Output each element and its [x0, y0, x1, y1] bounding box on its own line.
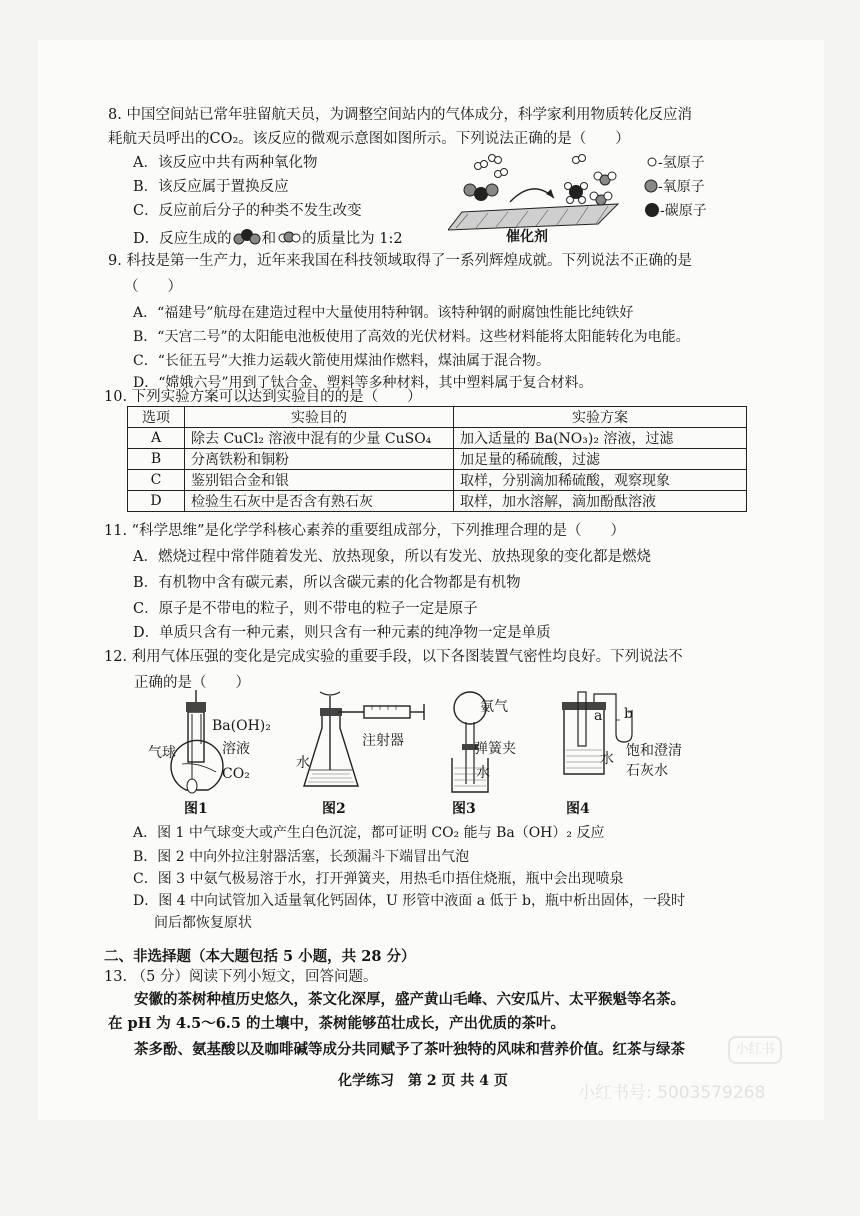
- q12-option-c: C．图 3 中氨气极易溶于水，打开弹簧夹，用热毛巾捂住烧瓶，瓶中会出现喷泉: [133, 871, 624, 887]
- q12-option-d-line2: 间后都恢复原状: [154, 915, 252, 931]
- q12-option-d-line1: D．图 4 中向试管加入适量氧化钙固体，U 形管中液面 a 低于 b，瓶中析出固体，一段时: [133, 893, 685, 909]
- fig1-apparatus: [168, 690, 224, 802]
- row-c-purpose: 鉴别铝合金和银: [185, 470, 454, 491]
- fig1-solution-label-1: Ba(OH)₂: [212, 718, 271, 734]
- q11-option-c: C．原子是不带电的粒子，则不带电的粒子一定是原子: [133, 601, 478, 617]
- row-c-option: C: [128, 470, 185, 491]
- q12-stem-line1: 12. 利用气体压强的变化是完成实验的重要手段，以下各图装置气密性均良好。下列说法不: [104, 649, 683, 665]
- q9-option-a: A．“福建号”航母在建造过程中大量使用特种钢。该特种钢的耐腐蚀性能比纯铁好: [133, 305, 634, 321]
- q8-option-d: [133, 228, 403, 250]
- q8-option-a: A．该反应中共有两种氧化物: [133, 155, 318, 171]
- header-purpose: 实验目的: [185, 407, 454, 428]
- fig1-gas-label: CO₂: [222, 766, 250, 782]
- q13-paragraph-3: 茶多酚、氨基酸以及咖啡碱等成分共同赋予了茶叶独特的风味和营养价值。红茶与绿茶: [134, 1041, 685, 1058]
- page-footer: 化学练习 第 2 页 共 4 页: [338, 1073, 508, 1089]
- q10-stem: 10. 下列实验方案可以达到实验目的的是（ ）: [104, 389, 422, 405]
- q9-option-c: C．“长征五号”大推力运载火箭使用煤油作燃料，煤油属于混合物。: [133, 353, 551, 369]
- fig2-water-label: 水: [296, 755, 310, 771]
- fig1-solution-label-2: 溶液: [222, 741, 250, 757]
- q13-paragraph-2: 在 pH 为 4.5～6.5 的土壤中，茶树能够茁壮成长，产出优质的茶叶。: [108, 1015, 565, 1032]
- q8-option-d-and: 和: [261, 231, 277, 247]
- section2-heading: 二、非选择题（本大题包括 5 小题，共 28 分）: [104, 948, 416, 965]
- table-row: [128, 428, 747, 449]
- row-d-purpose: 检验生石灰中是否含有熟石灰: [185, 491, 454, 512]
- legend-oxygen: [644, 176, 705, 198]
- q13-paragraph-1: 安徽的茶树种植历史悠久，茶文化深厚，盛产黄山毛峰、六安瓜片、太平猴魁等名茶。: [134, 991, 685, 1008]
- watermark-logo: 小红书: [728, 1036, 782, 1064]
- header-option: 选项: [128, 407, 185, 428]
- carbon-atom-icon: [644, 202, 660, 218]
- q9-stem-line1: 9. 科技是第一生产力，近年来我国在科技领域取得了一系列辉煌成就。下列说法不正确的是: [108, 253, 692, 269]
- q8-option-c: C．反应前后分子的种类不发生改变: [133, 203, 362, 219]
- watermark-id: 小红书号: 5003579268: [578, 1083, 766, 1103]
- q11-option-b: B．有机物中含有碳元素，所以含碳元素的化合物都是有机物: [133, 575, 521, 591]
- q11-option-d: D．单质只含有一种元素，则只含有一种元素的纯净物一定是单质: [133, 625, 551, 641]
- oxygen-atom-icon: [644, 179, 658, 193]
- row-b-method: 加足量的稀硫酸，过滤: [454, 449, 747, 470]
- table-row: [128, 449, 747, 470]
- hydrogen-atom-icon: [646, 156, 658, 168]
- fig4-limewater-label-1: 饱和澄清: [626, 743, 682, 759]
- fig3-clip-label: 弹簧夹: [474, 741, 516, 757]
- q8-option-d-suffix: 的质量比为 1:2: [302, 231, 403, 247]
- fig2-caption: 图2: [322, 801, 346, 817]
- row-a-purpose: 除去 CuCl₂ 溶液中混有的少量 CuSO₄: [185, 428, 454, 449]
- fig2-syringe-label: 注射器: [362, 733, 404, 749]
- fig4-limewater-label-2: 石灰水: [626, 763, 668, 779]
- fig3-ammonia-label: 氨气: [480, 699, 508, 715]
- fig4-water-label: 水: [600, 751, 614, 767]
- legend-carbon-label: -碳原子: [660, 203, 707, 219]
- q8-stem-line1: 8. 中国空间站已常年驻留航天员，为调整空间站内的气体成分，科学家利用物质转化反应消: [108, 107, 692, 123]
- fig3-water-label: 水: [476, 765, 490, 781]
- q13-stem: 13. （5 分）阅读下列小短文，回答问题。: [104, 969, 378, 985]
- co2-molecule-icon: [232, 229, 262, 245]
- q9-option-b: B．“天宫二号”的太阳能电池板使用了高效的光伏材料。这些材料能将太阳能转化为电能。: [133, 329, 690, 345]
- q8-option-d-prefix: D．反应生成的: [133, 231, 232, 247]
- q8-stem-line2: 耗航天员呼出的CO₂。该反应的微观示意图如图所示。下列说法正确的是（ ）: [108, 131, 630, 147]
- q11-stem: 11. “科学思维”是化学学科核心素养的重要组成部分，下列推理合理的是（ ）: [104, 523, 625, 539]
- fig4-label-a: a: [594, 708, 603, 724]
- catalyst-label: 催化剂: [506, 229, 548, 245]
- row-b-option: B: [128, 449, 185, 470]
- legend-carbon: [644, 200, 707, 222]
- fig1-caption: 图1: [184, 801, 208, 817]
- legend-oxygen-label: -氧原子: [658, 179, 705, 195]
- table-row: [128, 491, 747, 512]
- legend-hydrogen: [646, 152, 705, 174]
- fig1-balloon-label: 气球: [148, 745, 176, 761]
- q9-option-d: D．“嫦娥六号”用到了钛合金、塑料等多种材料，其中塑料属于复合材料。: [133, 375, 593, 391]
- fig4-label-b: b: [624, 706, 633, 722]
- q12-stem-line2: 正确的是（ ）: [134, 675, 250, 691]
- row-a-method: 加入适量的 Ba(NO₃)₂ 溶液，过滤: [454, 428, 747, 449]
- table-row: [128, 470, 747, 491]
- q10-table: [127, 406, 747, 512]
- row-c-method: 取样，分别滴加稀硫酸，观察现象: [454, 470, 747, 491]
- row-d-method: 取样，加水溶解，滴加酚酞溶液: [454, 491, 747, 512]
- q12-option-a: A．图 1 中气球变大或产生白色沉淀，都可证明 CO₂ 能与 Ba（OH）₂ 反应: [133, 825, 605, 841]
- q9-stem-line2: （ ）: [124, 279, 182, 295]
- row-a-option: A: [128, 428, 185, 449]
- q12-option-b: B．图 2 中向外拉注射器活塞，长颈漏斗下端冒出气泡: [133, 849, 470, 865]
- table-header-row: [128, 407, 747, 428]
- row-d-option: D: [128, 491, 185, 512]
- h2o-molecule-icon: [276, 229, 302, 245]
- fig4-caption: 图4: [566, 801, 590, 817]
- q11-option-a: A．燃烧过程中常伴随着发光、放热现象，所以有发光、放热现象的变化都是燃烧: [133, 549, 651, 565]
- fig3-caption: 图3: [452, 801, 476, 817]
- legend-hydrogen-label: -氢原子: [658, 155, 705, 171]
- header-method: 实验方案: [454, 407, 747, 428]
- row-b-purpose: 分离铁粉和铜粉: [185, 449, 454, 470]
- q8-option-b: B．该反应属于置换反应: [133, 179, 289, 195]
